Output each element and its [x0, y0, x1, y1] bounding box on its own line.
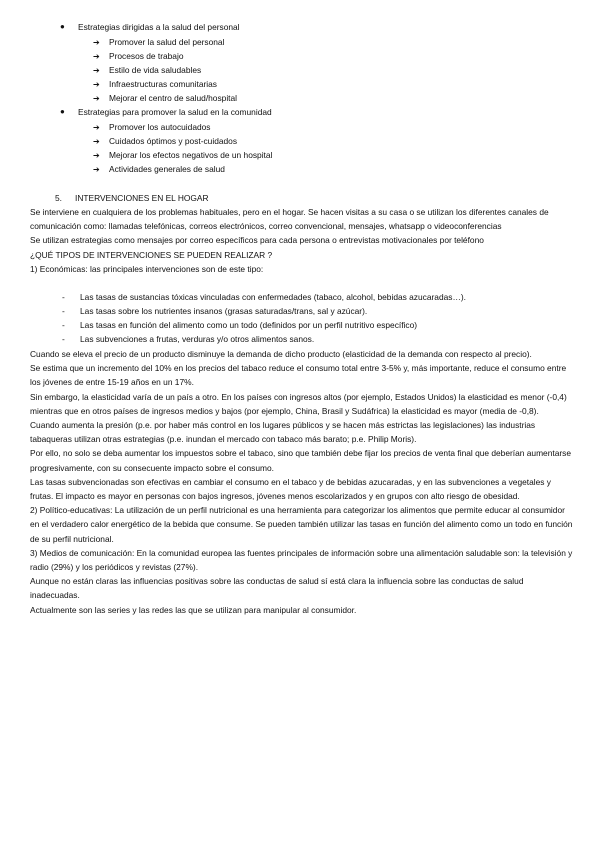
paragraph: Por ello, no solo se deba aumentar los impuestos sobre el tabaco, sino que también debe fijar los precios de venta final que deberían aumentarse progresivamente, con su consecuente impacto sobre el consumo. [30, 448, 571, 473]
arrow-icon: ➔ [93, 66, 100, 75]
paragraph: Se estima que un incremento del 10% en los precios del tabaco reduce el consumo total entre 3-5% y, más importante, reduce el consumo entre los jóvenes de entre 15-19 años en un 17%. [30, 363, 567, 388]
list-item: - Las subvenciones a frutas, verduras y/o otros alimentos sanos. [62, 334, 315, 344]
bullet-icon: ● [60, 22, 65, 31]
arrow-icon: ➔ [93, 38, 100, 47]
section-number: 5. [55, 193, 62, 203]
list-item: ➔ Mejorar los efectos negativos de un hospital [93, 150, 273, 160]
list-item: ➔ Infraestructuras comunitarias [93, 79, 217, 89]
arrow-icon: ➔ [93, 94, 100, 103]
list-item: ➔ Promover los autocuidados [93, 122, 211, 132]
list-item: ➔ Estilo de vida saludables [93, 65, 202, 75]
list-item: ➔ Cuidados óptimos y post-cuidados [93, 136, 238, 146]
arrow-icon: ➔ [93, 151, 100, 160]
paragraph: Se interviene en cualquiera de los problemas habituales, pero en el hogar. Se hacen visitas a su casa o se utilizan los diferentes canales de comunicación como: llamadas telefónicas, correos electrónicos, correo convencional, mensajes, whatsapp o videoconferencias [30, 207, 549, 232]
paragraph: Aunque no están claras las influencias positivas sobre las conductas de salud sí está clara la influencia sobre las conductas de salud inadecuadas. [30, 576, 524, 601]
paragraph: Sin embargo, la elasticidad varía de un país a otro. En los países con ingresos altos (por ejemplo, Estados Unidos) la elasticidad es menor (-0,4) mientras que en otros países de ingresos medios y bajos (por ejemplo, China, Brasil y Sudáfrica) la elasticidad es mayor (media de -0,8). [30, 391, 567, 416]
dash-icon: - [62, 320, 65, 330]
list-item: - Las tasas en función del alimento como un todo (definidos por un perfil nutritivo específico) [62, 320, 418, 330]
paragraph: Se utilizan estrategias como mensajes por correo específicos para cada persona o entrevistas motivacionales por teléfono [30, 235, 484, 246]
paragraph: 2) Político-educativas: La utilización de un perfil nutricional es una herramienta para categorizar los alimentos que permite educar al consumidor en el verdadero calor energético de la bebida que consume. Se pueden también utilizar las tasas en función del alimento como un todo en función de su perfil nutricional. [30, 505, 573, 544]
paragraph: 3) Medios de comunicación: En la comunidad europea las fuentes principales de información sobre una alimentación saludable son: la televisión y radio (29%) y los periódicos y revistas (27%). [30, 547, 573, 573]
arrow-icon: ➔ [93, 80, 100, 89]
paragraph: 1) Económicas: las principales intervenciones son de este tipo: [30, 263, 264, 274]
paragraph: Actualmente son las series y las redes las que se utilizan para manipular al consumidor. [30, 604, 357, 615]
paragraph: Las tasas subvencionadas son efectivas en cambiar el consumo en el tabaco y de bebidas azucaradas, y en las subvenciones a vegetales y frutas. El impacto es mayor en personas con bajos ingresos, jóvenes menos escolarizados y en grupos con alto riesgo de obesidad. [30, 476, 551, 502]
arrow-icon: ➔ [93, 52, 100, 61]
dash-icon: - [62, 306, 65, 316]
body-block [30, 347, 575, 617]
dash-icon: - [62, 292, 65, 302]
list-item: ➔ Procesos de trabajo [93, 51, 184, 61]
arrow-icon: ➔ [93, 165, 100, 174]
list-item: - Las tasas sobre los nutrientes insanos (grasas saturadas/trans, sal y azúcar). [62, 306, 368, 316]
arrow-icon: ➔ [93, 137, 100, 146]
arrow-icon: ➔ [93, 123, 100, 132]
list-title: Estrategias dirigidas a la salud del personal [78, 22, 240, 32]
paragraph: Cuando aumenta la presión (p.e. por haber más control en los lugares públicos y se hacen más estrictas las legislaciones) las industrias tabaqueras utilizan otras estrategias (p.e. inundan el mercado con tabaco más barato; p.e. Philip Moris). [30, 420, 536, 445]
intro-block [30, 205, 575, 276]
question-heading: ¿QUÉ TIPOS DE INTERVENCIONES SE PUEDEN REALIZAR ? [30, 249, 273, 260]
section-heading [55, 193, 209, 203]
list-title: Estrategias para promover la salud en la comunidad [78, 107, 272, 117]
bullet-icon: ● [60, 107, 65, 116]
section-title: INTERVENCIONES EN EL HOGAR [75, 193, 209, 203]
paragraph: Cuando se eleva el precio de un producto disminuye la demanda de dicho producto (elasticidad de la demanda con respecto al precio). [30, 349, 532, 359]
dash-icon: - [62, 334, 65, 344]
list-item: ➔ Actividades generales de salud [93, 164, 225, 174]
list-item: ➔ Mejorar el centro de salud/hospital [93, 93, 238, 103]
list-item: ➔ Promover la salud del personal [93, 37, 225, 47]
list-item: - Las tasas de sustancias tóxicas vinculadas con enfermedades (tabaco, alcohol, bebidas azucaradas…). [62, 292, 466, 302]
